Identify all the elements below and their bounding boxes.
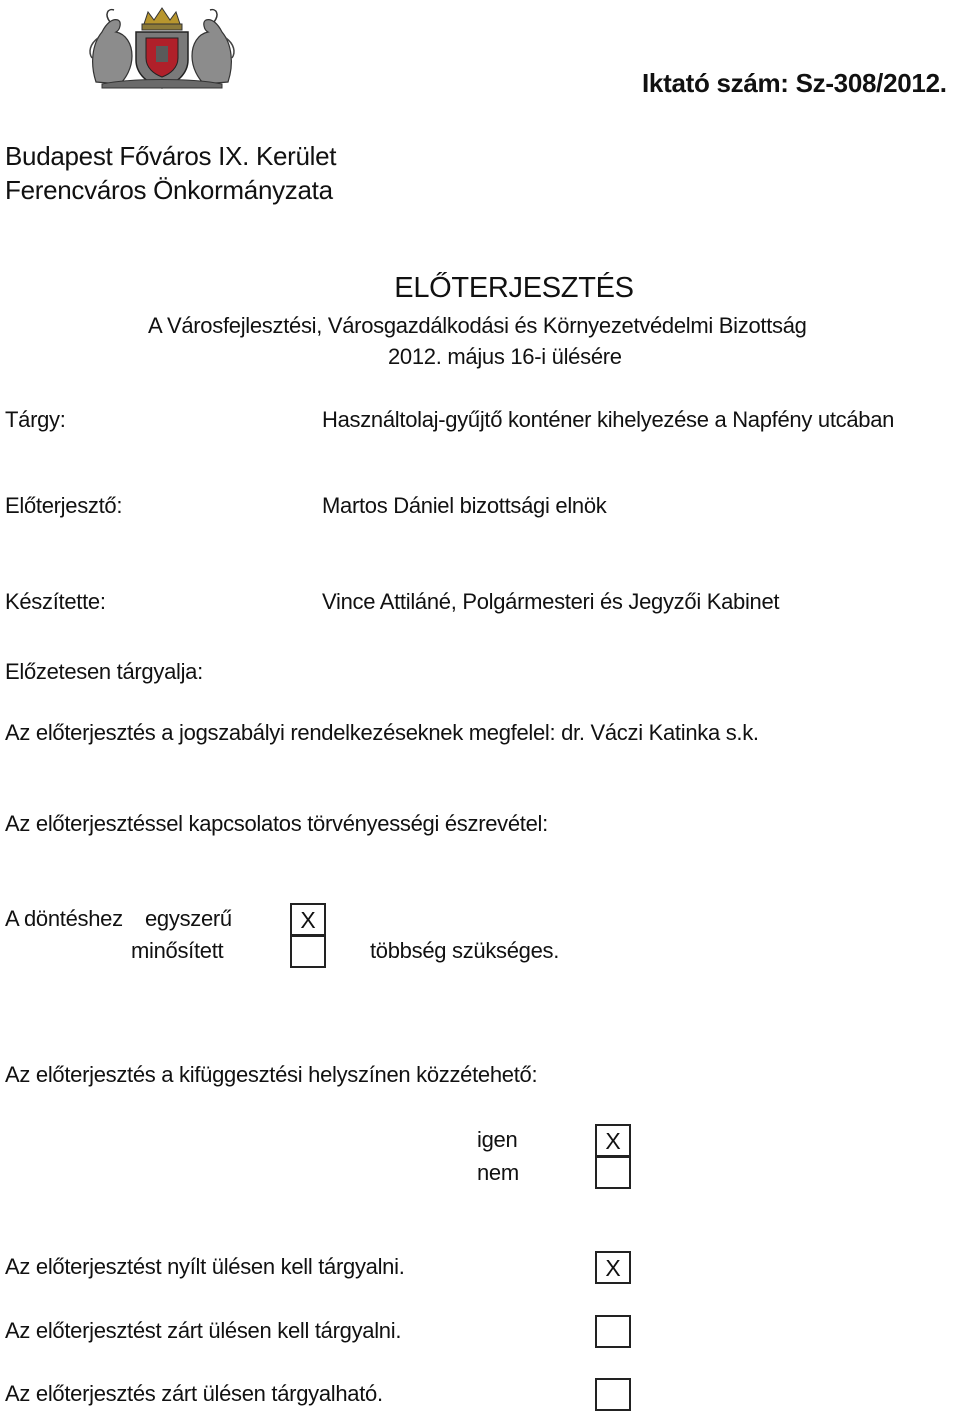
prior-discussion-label: Előzetesen tárgyalja: — [5, 659, 203, 684]
registry-number: Iktató szám: Sz-308/2012. — [642, 68, 947, 98]
majority-suffix: többség szükséges. — [370, 938, 560, 963]
meeting-date: 2012. május 16-i ülésére — [388, 344, 622, 369]
presenter-value: Martos Dániel bizottsági elnök — [322, 493, 607, 518]
subject-label: Tárgy: — [5, 407, 66, 432]
publication-yes-checkbox[interactable]: X — [595, 1124, 631, 1157]
closed-session-required-label: Az előterjesztést zárt ülésen kell tárgyalni. — [5, 1318, 402, 1343]
closed-session-required-checkbox[interactable] — [595, 1315, 631, 1348]
majority-simple-label: egyszerű — [145, 906, 232, 931]
majority-simple-checkbox[interactable]: X — [290, 903, 326, 936]
legality-remark-label: Az előterjesztéssel kapcsolatos törvényességi észrevétel: — [5, 811, 548, 836]
prepared-by-label: Készítette: — [5, 589, 106, 614]
coat-of-arms-icon — [82, 4, 242, 90]
publication-yes-label: igen — [477, 1127, 518, 1152]
open-session-label: Az előterjesztést nyílt ülésen kell tárgyalni. — [5, 1254, 405, 1279]
majority-qualified-checkbox[interactable] — [290, 935, 326, 968]
subject-value: Használtolaj-gyűjtő konténer kihelyezése a Napfény utcában — [322, 407, 895, 432]
prepared-by-value: Vince Attiláné, Polgármesteri és Jegyzői Kabinet — [322, 589, 780, 614]
publication-no-label: nem — [477, 1160, 519, 1185]
publication-no-checkbox[interactable] — [595, 1156, 631, 1189]
majority-qualified-label: minősített — [131, 938, 224, 963]
document-heading: ELŐTERJESZTÉS — [394, 272, 634, 304]
organization-name: Budapest Főváros IX. Kerület — [5, 141, 337, 171]
publication-question: Az előterjesztés a kifüggesztési helyszínen közzétehető: — [5, 1062, 538, 1087]
organization-subtitle: Ferencváros Önkormányzata — [5, 175, 333, 205]
legal-compliance-statement: Az előterjesztés a jogszabályi rendelkezéseknek megfelel: dr. Váczi Katinka s.k. — [5, 720, 759, 745]
closed-session-optional-label: Az előterjesztés zárt ülésen tárgyalható. — [5, 1381, 383, 1406]
committee-name: A Városfejlesztési, Városgazdálkodási és Környezetvédelmi Bizottság — [148, 313, 807, 338]
presenter-label: Előterjesztő: — [5, 493, 123, 518]
majority-prefix: A döntéshez — [5, 906, 123, 931]
open-session-checkbox[interactable]: X — [595, 1251, 631, 1284]
closed-session-optional-checkbox[interactable] — [595, 1378, 631, 1411]
